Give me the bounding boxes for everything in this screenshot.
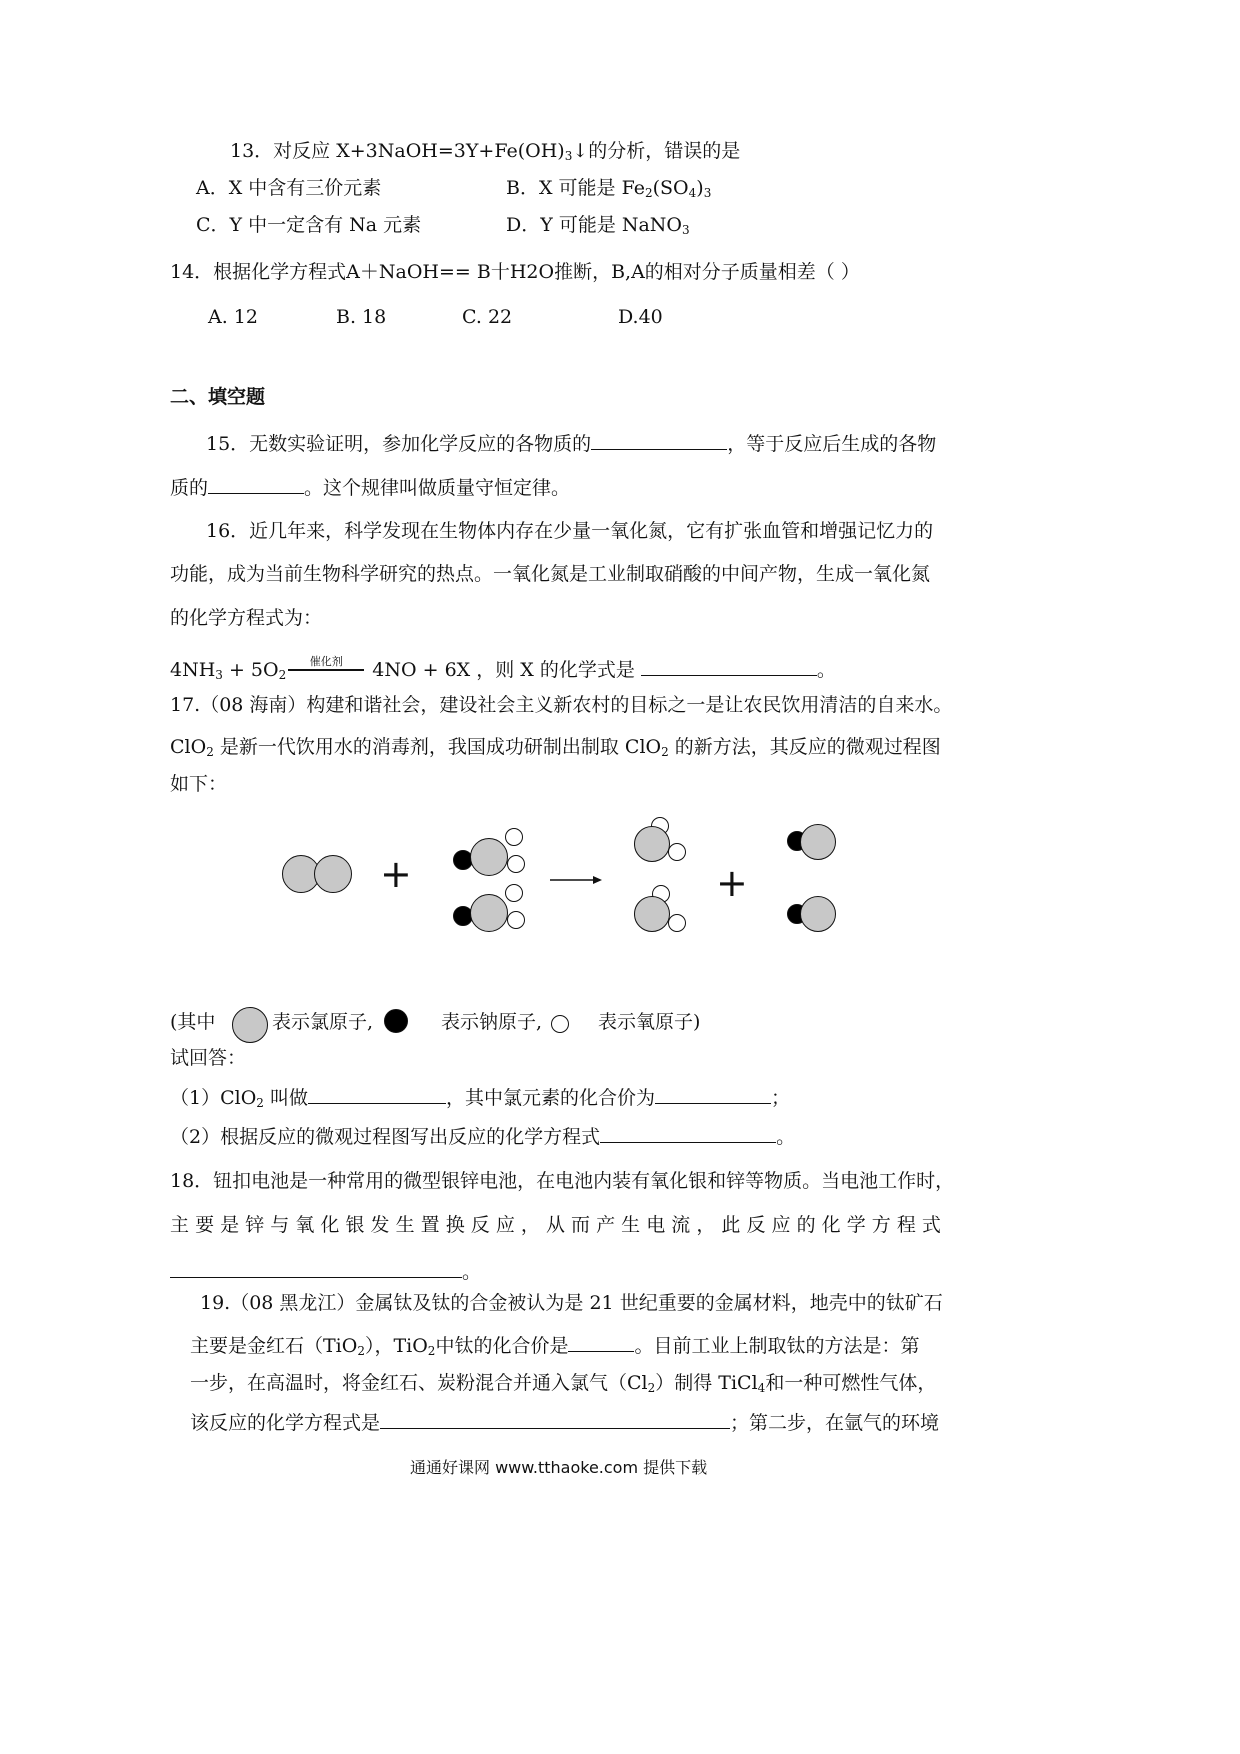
q18-line-1: 18．钮扣电池是一种常用的微型银锌电池，在电池内装有氧化银和锌等物质。当电池工作时，	[170, 1170, 955, 1192]
oxygen-atom	[668, 843, 686, 861]
q16-blank[interactable]	[641, 655, 817, 676]
chlorine-atom	[800, 824, 836, 860]
q18-char: 反	[746, 1214, 766, 1236]
q18-char: 置	[420, 1214, 440, 1236]
q13-option-d: D．Y 可能是 NaNO$_3$	[506, 214, 690, 237]
q17-ask: 试回答：	[170, 1047, 247, 1069]
legend-open: (其中	[170, 1011, 216, 1033]
q18-char: 式	[921, 1214, 941, 1236]
legend-oxygen-atom	[551, 1015, 569, 1033]
q18-char: 程	[896, 1214, 916, 1236]
oxygen-atom	[507, 855, 525, 873]
q18-char: 应	[771, 1214, 791, 1236]
q18-char: 换	[445, 1214, 465, 1236]
q18-char: 流	[671, 1214, 691, 1236]
q19-blank-1[interactable]	[568, 1331, 634, 1352]
legend-chlorine-text: 表示氯原子,	[272, 1011, 374, 1033]
chlorine-atom	[470, 838, 508, 876]
q13-option-a: A．X 中含有三价元素	[196, 177, 382, 199]
chlorine-atom	[634, 826, 670, 862]
q18-char: 生	[621, 1214, 641, 1236]
chlorine-atom	[470, 894, 508, 932]
reaction-arrow	[550, 872, 602, 888]
q17-part-2: （2）根据反应的微观过程图写出反应的化学方程式 。	[170, 1122, 795, 1150]
footer-text: 通通好课网 www.tthaoke.com 提供下载	[410, 1458, 708, 1477]
legend-sodium-atom	[384, 1009, 408, 1033]
q18-char: 氧	[295, 1214, 315, 1236]
q18-char: 此	[721, 1214, 741, 1236]
q13-stem: 13．对反应 $X+3NaOH=3Y+Fe(OH)_3↓$的分析，错误的是	[230, 140, 741, 163]
q13-option-c: C．Y 中一定含有 Na 元素	[196, 214, 422, 236]
q17-line-1: 17.（08 海南）构建和谐社会，建设社会主义新农村的目标之一是让农民饮用清洁的自来水。	[170, 694, 953, 716]
q18-char: 主	[170, 1214, 190, 1236]
q18-char: ，	[696, 1214, 716, 1236]
q15-line-1: 15．无数实验证明，参加化学反应的各物质的 ，等于反应后生成的各物	[206, 429, 936, 457]
oxygen-atom	[505, 884, 523, 902]
q15-line-2: 质的 。这个规律叫做质量守恒定律。	[170, 473, 570, 501]
q18-char: 反	[470, 1214, 490, 1236]
q17-blank-1[interactable]	[308, 1083, 446, 1104]
q14-stem: 14．根据化学方程式A＋NaOH== B十H2O推断，B,A的相对分子质量相差（ ）	[170, 261, 860, 283]
q18-char: 发	[370, 1214, 390, 1236]
q18-line-3: 。	[170, 1257, 481, 1285]
plus-sign: +	[380, 852, 412, 896]
q17-blank-3[interactable]	[600, 1122, 776, 1143]
legend-chlorine-atom	[232, 1007, 268, 1043]
q18-char: 从	[545, 1214, 565, 1236]
q18-char: 生	[395, 1214, 415, 1236]
q18-char: 锌	[245, 1214, 265, 1236]
oxygen-atom	[668, 914, 686, 932]
oxygen-atom	[505, 828, 523, 846]
oxygen-atom	[507, 911, 525, 929]
q18-char: ，	[520, 1214, 540, 1236]
q16-line-3: 的化学方程式为：	[170, 607, 323, 629]
q15-blank-2[interactable]	[208, 473, 304, 494]
q17-line-3: 如下：	[170, 773, 228, 795]
q18-line-2	[170, 1212, 941, 1238]
q17-part-1: （1）ClO$_2$ 叫做 ，其中氯元素的化合价为 ；	[170, 1083, 790, 1111]
chlorine-atom	[314, 855, 352, 893]
q16-equation: $4NH_3 + 5O_2$ 催化剂 4NO + 6X ，则 X 的化学式是 。	[170, 655, 836, 682]
chlorine-atom	[634, 896, 670, 932]
q18-char: 方	[871, 1214, 891, 1236]
section-title: 二、填空题	[170, 386, 266, 408]
q18-char: 应	[495, 1214, 515, 1236]
q18-char: 学	[846, 1214, 866, 1236]
q13-option-b: B．X 可能是 $Fe_2(SO_4)_3$	[506, 177, 712, 200]
q14-option-c: C. 22	[462, 306, 513, 328]
q19-line-3: 一步，在高温时，将金红石、炭粉混合并通入氯气$(Cl_2)$制得 TiCl$_4$和一种可燃性气体，	[190, 1372, 937, 1395]
q18-char: 与	[270, 1214, 290, 1236]
legend-oxygen-text: 表示氧原子)	[598, 1011, 701, 1033]
q16-line-1: 16．近几年来，科学发现在生物体内存在少量一氧化氮，它有扩张血管和增强记忆力的	[206, 520, 934, 542]
q18-char: 是	[220, 1214, 240, 1236]
legend-sodium-text: 表示钠原子,	[441, 1011, 543, 1033]
q14-option-d: D.40	[618, 306, 663, 328]
q18-line-2-text	[170, 1212, 941, 1238]
q16-line-2: 功能，成为当前生物科学研究的热点。一氧化氮是工业制取硝酸的中间产物，生成一氧化氮	[170, 563, 931, 585]
q18-char: 要	[195, 1214, 215, 1236]
q14-option-b: B. 18	[336, 306, 387, 328]
q19-line-4: 该反应的化学方程式是 ；第二步，在氩气的环境	[190, 1408, 939, 1436]
q18-char: 产	[596, 1214, 616, 1236]
plus-sign: +	[716, 861, 748, 905]
q14-option-a: A. 12	[208, 306, 258, 328]
q15-blank-1[interactable]	[591, 429, 727, 450]
q18-char: 的	[796, 1214, 816, 1236]
q18-char: 电	[646, 1214, 666, 1236]
q18-char: 银	[345, 1214, 365, 1236]
q17-line-2: ClO$_2$ 是新一代饮用水的消毒剂，我国成功研制出制取 ClO$_2$ 的新方法，其反应的微观过程图	[170, 736, 941, 759]
q18-char: 化	[320, 1214, 340, 1236]
q18-char: 化	[821, 1214, 841, 1236]
q18-blank[interactable]	[170, 1257, 462, 1278]
q19-line-2: 主要是金红石（TiO$_2$），TiO$_2$中钛的化合价是 。目前工业上制取钛的方法是：第	[190, 1331, 919, 1359]
q19-line-1: 19.（08 黑龙江）金属钛及钛的合金被认为是 21 世纪重要的金属材料，地壳中的钛矿石	[200, 1292, 943, 1314]
q19-blank-2[interactable]	[380, 1408, 730, 1429]
chlorine-atom	[800, 896, 836, 932]
q17-blank-2[interactable]	[655, 1083, 771, 1104]
q18-char: 而	[571, 1214, 591, 1236]
